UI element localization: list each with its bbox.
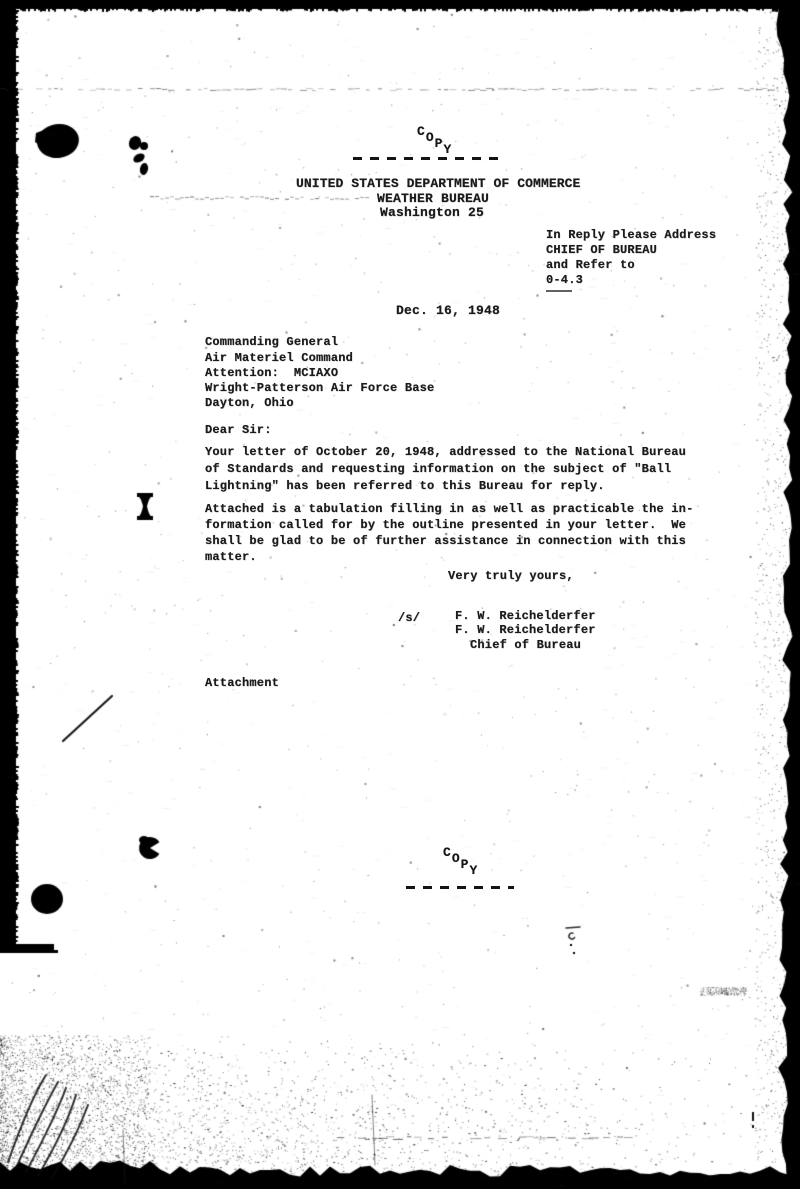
reply-block-line: CHIEF OF BUREAU xyxy=(546,243,658,257)
salutation: Dear Sir: xyxy=(205,423,272,437)
date-line: Dec. 16, 1948 xyxy=(396,303,501,318)
copy-stamp-top: C O P Y xyxy=(417,124,452,157)
recipient-line: Commanding General xyxy=(205,335,339,349)
recipient-line: Wright-Patterson Air Force Base xyxy=(205,381,435,395)
body-line: Your letter of October 20, 1948, addressed to the National Bureau xyxy=(205,445,687,459)
body-line: of Standards and requesting information on the subject of "Ball xyxy=(205,462,672,476)
letterhead-department: UNITED STATES DEPARTMENT OF COMMERCE xyxy=(296,176,581,191)
letterhead-bureau: WEATHER BUREAU xyxy=(377,191,490,206)
closing-line: Very truly yours, xyxy=(448,569,574,583)
reply-block-line: and Refer to xyxy=(546,258,635,272)
copy-stamp-bottom: C O P Y xyxy=(443,845,478,878)
recipient-line: Air Materiel Command xyxy=(205,351,354,365)
reply-block-refnum: 0-4.3 xyxy=(546,273,584,287)
body-line: shall be glad to be of further assistance in connection with this xyxy=(205,534,687,548)
reply-block-line: In Reply Please Address xyxy=(546,228,717,242)
body-line: Lightning" has been referred to this Bureau for reply. xyxy=(205,479,605,493)
letterhead-city: Washington 25 xyxy=(380,205,485,220)
signature-name-typed: F. W. Reichelderfer xyxy=(455,609,596,623)
recipient-line: Dayton, Ohio xyxy=(205,396,294,410)
signature-name-typed: F. W. Reichelderfer xyxy=(455,623,596,637)
signature-s-mark: /s/ xyxy=(398,611,421,625)
body-line: formation called for by the outline presented in your letter. We xyxy=(205,518,687,532)
body-line: Attached is a tabulation filling in as well as practicable the in- xyxy=(205,502,694,516)
body-line: matter. xyxy=(205,550,257,564)
signature-title: Chief of Bureau xyxy=(470,638,582,652)
attachment-note: Attachment xyxy=(205,676,280,690)
recipient-line: Attention: MCIAXO xyxy=(205,366,339,380)
